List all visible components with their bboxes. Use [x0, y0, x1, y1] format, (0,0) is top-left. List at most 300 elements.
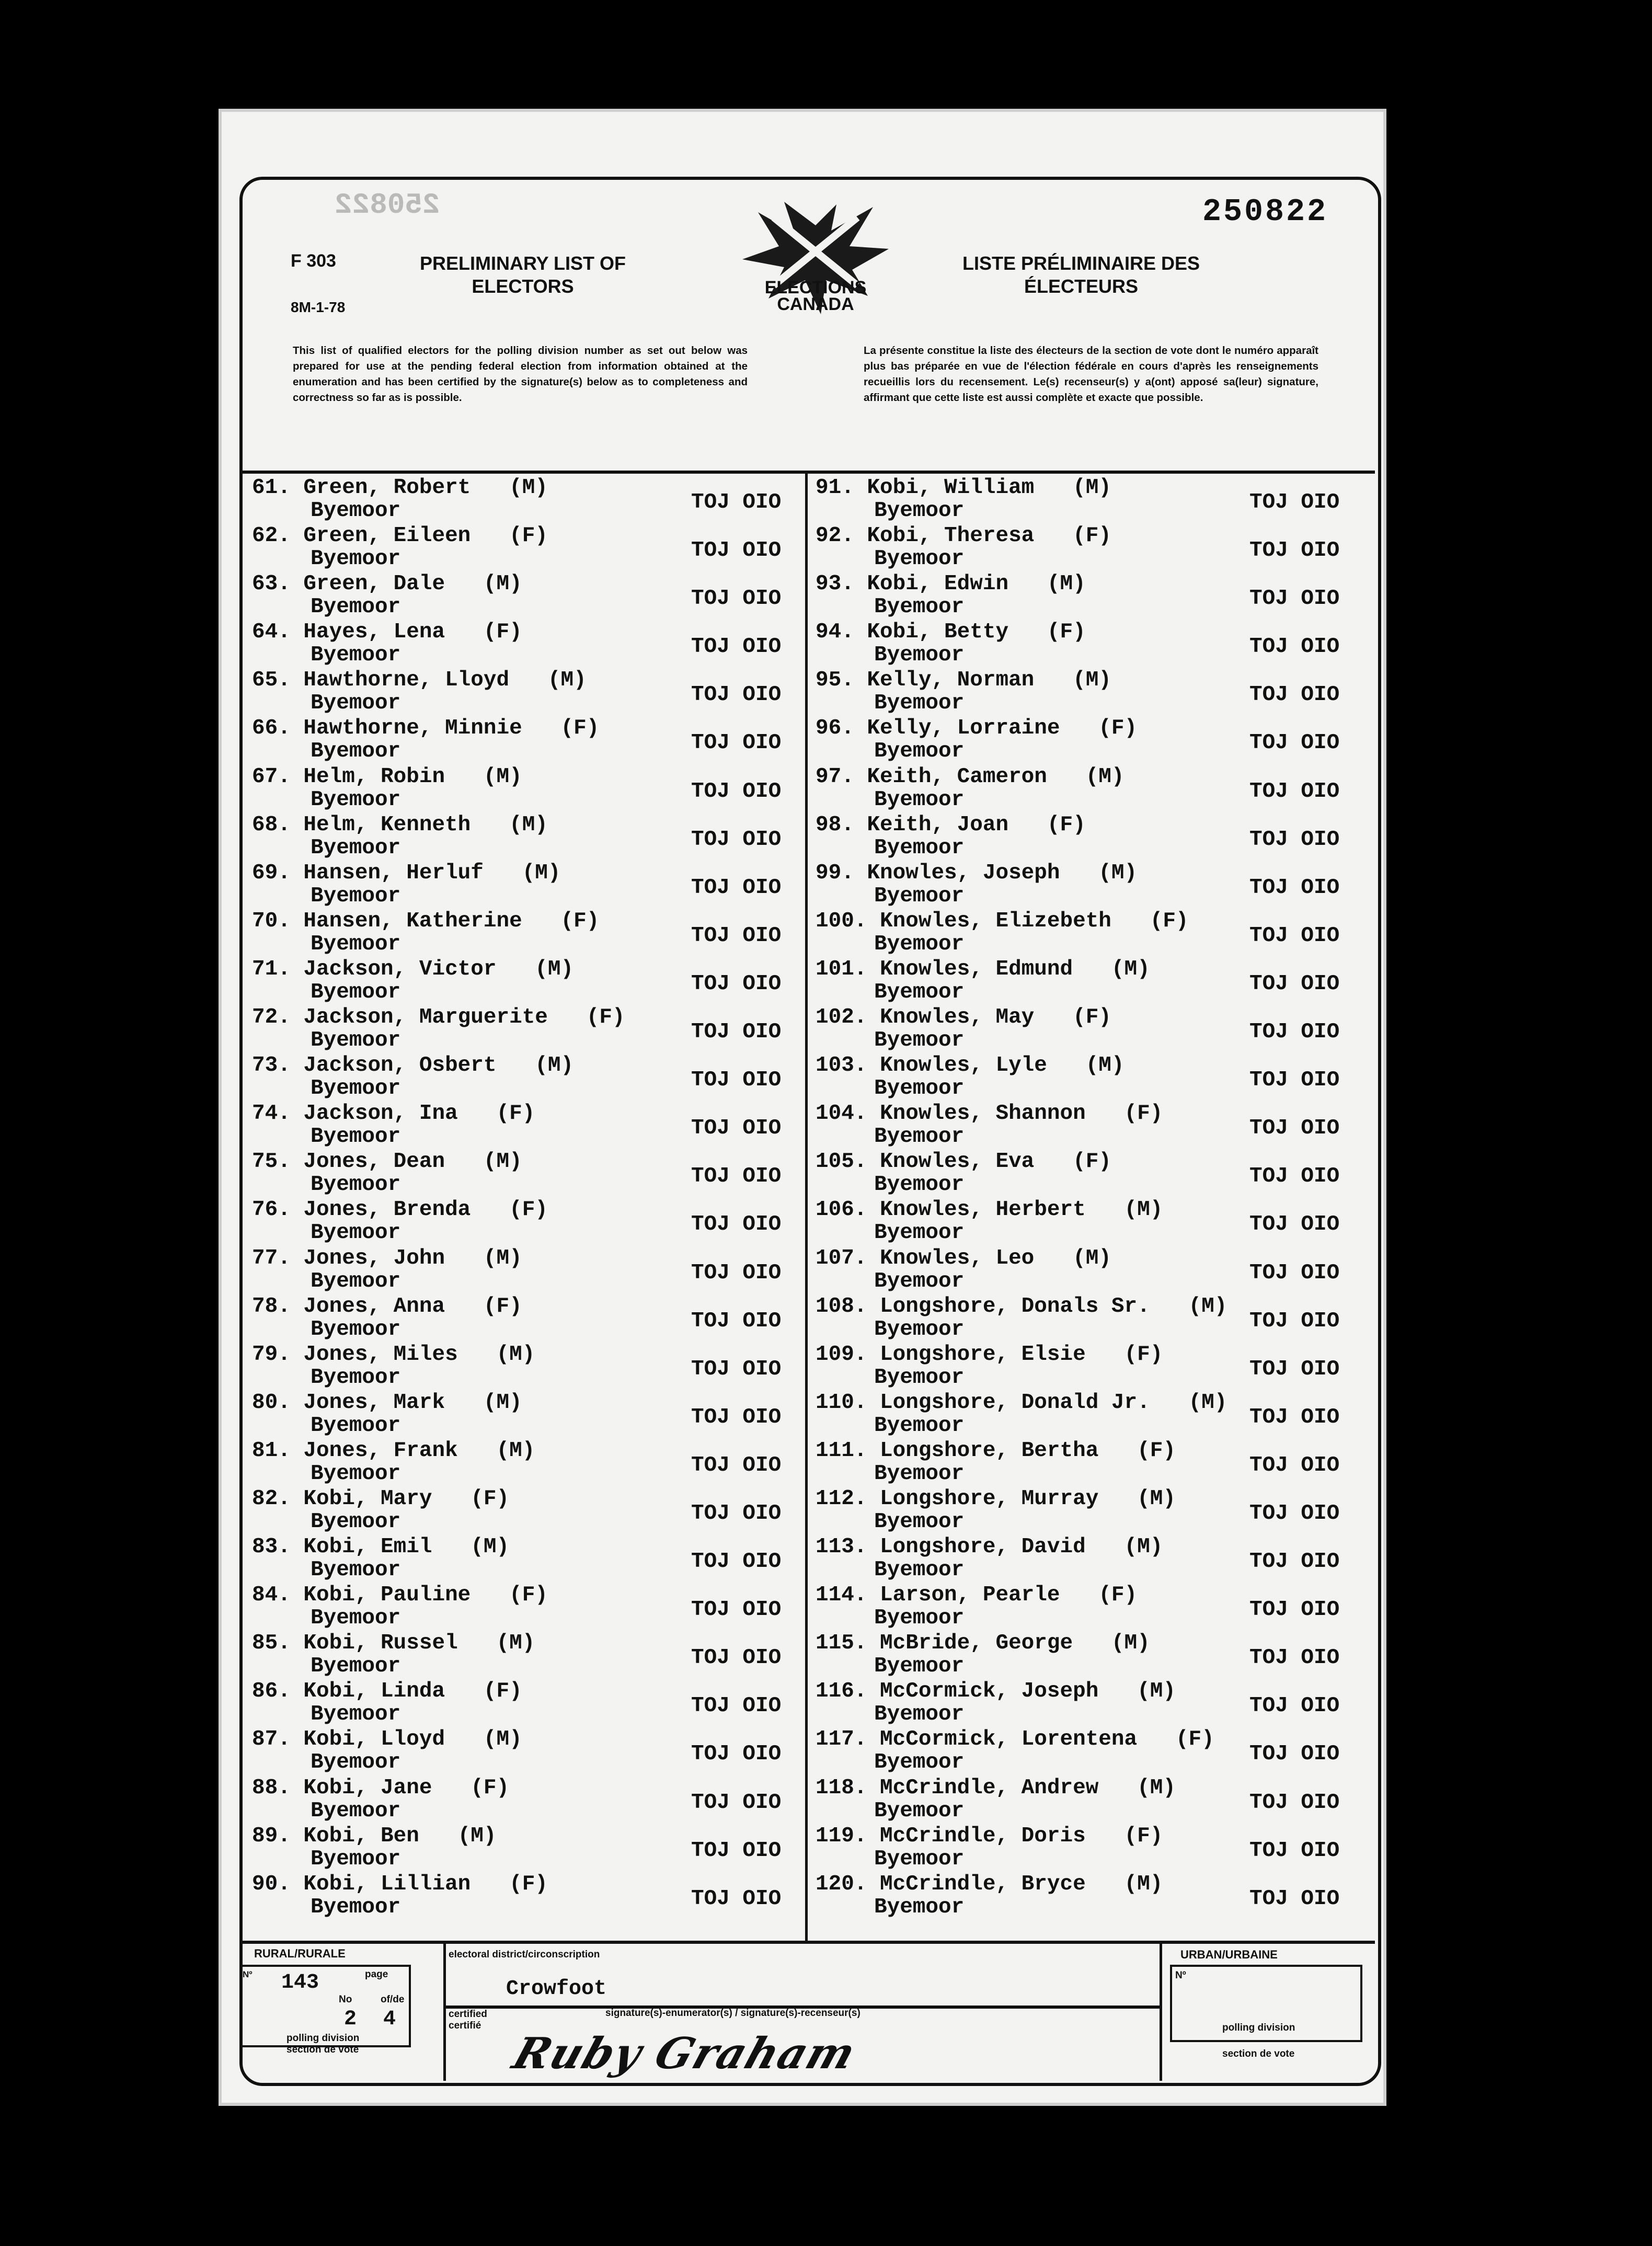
elector-postal-code: TOJ OIO [691, 731, 782, 755]
elector-number: 69. [252, 861, 291, 885]
elector-locality: Byemoor [311, 835, 401, 860]
elector-name: Knowles, Leo [880, 1246, 1035, 1270]
elector-postal-code: TOJ OIO [691, 1694, 782, 1718]
elector-entry [252, 812, 782, 861]
elector-postal-code: TOJ OIO [1249, 1260, 1340, 1285]
elector-entry [252, 1246, 782, 1294]
elector-name-line [816, 1053, 1125, 1078]
elector-entry [252, 861, 782, 909]
elector-number: 106. [816, 1198, 867, 1222]
division-number: 143 [281, 1971, 319, 1995]
elector-locality: Byemoor [311, 643, 401, 668]
elector-name-line [252, 476, 548, 500]
elector-entry [816, 909, 1338, 957]
title-english: PRELIMINARY LIST OF ELECTORS [419, 253, 626, 297]
elector-sex: (M) [483, 1390, 522, 1415]
elector-name-line [252, 1005, 625, 1029]
elector-entry [252, 476, 782, 524]
elector-sex: (F) [509, 1583, 548, 1608]
elector-entry [816, 957, 1338, 1005]
elector-postal-code: TOJ OIO [691, 1886, 782, 1911]
elector-name-line [816, 1150, 1111, 1174]
elector-sex: (M) [1124, 1198, 1163, 1222]
elector-postal-code: TOJ OIO [691, 779, 782, 804]
elector-sex: (F) [471, 1775, 510, 1800]
elector-sex: (M) [471, 1535, 510, 1560]
elector-entry [252, 1631, 782, 1679]
elector-entry [252, 1824, 782, 1872]
elector-postal-code: TOJ OIO [691, 1838, 782, 1863]
elector-name: Jackson, Ina [303, 1102, 458, 1126]
elector-name: Kobi, Theresa [867, 524, 1035, 548]
elector-sex: (F) [1073, 524, 1111, 548]
elector-sex: (M) [1137, 1775, 1176, 1800]
elector-name-line [816, 1343, 1163, 1367]
elector-locality: Byemoor [874, 1317, 965, 1342]
elector-postal-code: TOJ OIO [691, 827, 782, 852]
elector-postal-code: TOJ OIO [691, 1742, 782, 1767]
elector-entry [816, 1872, 1338, 1920]
elector-postal-code: TOJ OIO [691, 1453, 782, 1477]
elector-sex: (M) [535, 957, 574, 981]
elector-number: 64. [252, 620, 291, 645]
elector-sex: (M) [1137, 1679, 1176, 1704]
elector-number: 66. [252, 716, 291, 741]
elector-postal-code: TOJ OIO [691, 1020, 782, 1045]
elector-number: 118. [816, 1775, 867, 1800]
elector-entry [816, 1198, 1338, 1246]
elector-locality: Byemoor [311, 1750, 401, 1775]
elector-entry [816, 476, 1338, 524]
elector-entry [816, 572, 1338, 620]
elector-sex: (M) [483, 1727, 522, 1752]
elector-name: Helm, Robin [303, 764, 445, 789]
elector-sex: (M) [483, 572, 522, 597]
elector-name: Longshore, Bertha [880, 1438, 1099, 1463]
elector-name-line [252, 1872, 548, 1896]
elector-name: Kobi, Lloyd [303, 1727, 445, 1752]
logo-text-canada: CANADA [777, 294, 854, 314]
elector-name-line [252, 1679, 522, 1703]
elector-entry [252, 716, 782, 764]
elector-sex: (M) [1124, 1535, 1163, 1560]
elector-locality: Byemoor [874, 1413, 965, 1438]
elector-name-line [816, 765, 1125, 789]
elector-locality: Byemoor [311, 1173, 401, 1197]
enumerator-signature: Ruby Graham [507, 2029, 863, 2079]
elector-name: Jackson, Marguerite [303, 1005, 548, 1030]
elector-entry [252, 1486, 782, 1535]
elector-name: Keith, Cameron [867, 764, 1047, 789]
elector-locality: Byemoor [874, 739, 965, 764]
elector-locality: Byemoor [874, 595, 965, 620]
elector-locality: Byemoor [874, 1798, 965, 1823]
elector-locality: Byemoor [874, 1558, 965, 1583]
elector-locality: Byemoor [311, 547, 401, 571]
elector-name-line [252, 1053, 573, 1078]
elector-sex: (M) [1111, 1631, 1150, 1656]
elector-name: Knowles, Eva [880, 1150, 1035, 1174]
elector-postal-code: TOJ OIO [1249, 875, 1340, 900]
elector-locality: Byemoor [874, 932, 965, 956]
elector-name-line [252, 1150, 522, 1174]
signature-label: signature(s)-enumerator(s) / signature(s)-recenseur(s) [605, 2008, 861, 2019]
elector-name-line [816, 668, 1111, 692]
elector-sex: (F) [1150, 909, 1189, 933]
elector-sex: (F) [496, 1102, 535, 1126]
elector-number: 117. [816, 1727, 867, 1752]
elector-name-line [816, 1727, 1214, 1751]
elector-name: Knowles, Herbert [880, 1198, 1086, 1222]
elector-number: 72. [252, 1005, 291, 1030]
elector-sex: (F) [509, 524, 548, 548]
elector-name-line [252, 1102, 535, 1126]
form-code: F 303 [291, 251, 336, 271]
elector-name-line [252, 1727, 522, 1751]
elector-number: 91. [816, 476, 854, 500]
elector-name-line [816, 1487, 1176, 1511]
elector-postal-code: TOJ OIO [691, 1357, 782, 1381]
elector-sex: (M) [547, 668, 587, 693]
elector-column-right [816, 476, 1338, 1920]
elector-number: 62. [252, 524, 291, 548]
elector-locality: Byemoor [311, 1558, 401, 1583]
elector-locality: Byemoor [874, 884, 965, 908]
elector-postal-code: TOJ OIO [1249, 731, 1340, 755]
elector-locality: Byemoor [311, 1076, 401, 1101]
elector-name: Jones, John [303, 1246, 445, 1270]
elector-entry [252, 1294, 782, 1343]
elector-number: 107. [816, 1246, 867, 1270]
elector-name-line [816, 1005, 1111, 1029]
elector-entry [252, 1775, 782, 1824]
elector-name: Jackson, Victor [303, 957, 497, 981]
elector-postal-code: TOJ OIO [691, 490, 782, 514]
elector-number: 100. [816, 909, 867, 933]
form-serial-number: 250822 [1202, 194, 1328, 230]
elector-name-line [252, 1631, 535, 1655]
elector-name: Knowles, Shannon [880, 1102, 1086, 1126]
page-number-label: No [339, 1994, 352, 2005]
elector-name-line [252, 716, 599, 740]
elector-sex: (M) [509, 476, 548, 500]
elector-name-line [816, 476, 1111, 500]
elector-postal-code: TOJ OIO [691, 635, 782, 659]
elector-number: 63. [252, 572, 291, 597]
elector-name-line [816, 524, 1111, 548]
elector-sex: (F) [483, 1294, 522, 1319]
elector-number: 71. [252, 957, 291, 981]
elector-sex: (M) [457, 1824, 497, 1848]
elector-name: Kobi, Ben [303, 1824, 419, 1848]
elector-postal-code: TOJ OIO [1249, 1164, 1340, 1189]
elector-name: McBride, George [880, 1631, 1073, 1656]
urban-polling-label-fr: section de vote [1222, 2048, 1295, 2059]
elector-postal-code: TOJ OIO [691, 1212, 782, 1237]
elector-postal-code: TOJ OIO [1249, 1068, 1340, 1093]
elector-sex: (M) [1111, 957, 1150, 981]
elector-locality: Byemoor [311, 787, 401, 812]
elector-name: Hawthorne, Lloyd [303, 668, 510, 693]
elector-number: 120. [816, 1872, 867, 1896]
elector-name: Jones, Anna [303, 1294, 445, 1319]
elector-entry [816, 1535, 1338, 1583]
elector-name: McCormick, Lorentena [880, 1727, 1138, 1752]
elector-locality: Byemoor [311, 1221, 401, 1245]
elector-name-line [252, 1391, 522, 1415]
logo-wordmark [737, 279, 894, 313]
district-label: electoral district/circonscription [449, 1949, 600, 1960]
elector-number: 84. [252, 1583, 291, 1608]
elector-sex: (F) [483, 620, 522, 645]
elector-entry [252, 1872, 782, 1920]
elector-sex: (M) [496, 1342, 535, 1367]
elector-entry [816, 1102, 1338, 1150]
elector-locality: Byemoor [311, 1798, 401, 1823]
elector-sex: (F) [1098, 716, 1138, 741]
elector-name-line [252, 1294, 522, 1319]
elector-name: Kobi, William [867, 476, 1035, 500]
elector-locality: Byemoor [311, 595, 401, 620]
elector-entry [252, 620, 782, 668]
elector-name: Helm, Kenneth [303, 812, 471, 837]
elector-sex: (F) [509, 1872, 548, 1896]
elector-entry [816, 1824, 1338, 1872]
elector-name-line [816, 716, 1137, 740]
elector-locality: Byemoor [874, 1173, 965, 1197]
elector-number: 92. [816, 524, 854, 548]
elector-sex: (F) [483, 1679, 522, 1704]
elector-number: 99. [816, 861, 854, 885]
elector-entry [816, 716, 1338, 764]
elector-postal-code: TOJ OIO [691, 1260, 782, 1285]
elector-name-line [252, 765, 522, 789]
elector-postal-code: TOJ OIO [1249, 1646, 1340, 1670]
elector-postal-code: TOJ OIO [1249, 1020, 1340, 1045]
elector-name-line [816, 861, 1137, 885]
elector-sex: (F) [1175, 1727, 1214, 1752]
elector-name-line [252, 668, 587, 692]
elector-postal-code: TOJ OIO [691, 538, 782, 563]
elector-entry [816, 1631, 1338, 1679]
elector-entry [816, 668, 1338, 716]
polling-division-label-en: polling division [286, 2033, 360, 2044]
elector-number: 65. [252, 668, 291, 693]
elector-entry [252, 764, 782, 813]
elector-postal-code: TOJ OIO [691, 1309, 782, 1333]
elector-name-line [252, 1198, 548, 1222]
elector-postal-code: TOJ OIO [1249, 1838, 1340, 1863]
elector-entry [252, 1102, 782, 1150]
elector-postal-code: TOJ OIO [1249, 1886, 1340, 1911]
elector-name: Longshore, David [880, 1535, 1086, 1560]
elector-number: 114. [816, 1583, 867, 1608]
elector-postal-code: TOJ OIO [1249, 971, 1340, 996]
elector-sex: (M) [1073, 668, 1111, 693]
elector-number: 90. [252, 1872, 291, 1896]
elector-number: 68. [252, 812, 291, 837]
elector-name: Knowles, Edmund [880, 957, 1073, 981]
polling-division-label-fr: section de vote [286, 2044, 359, 2055]
elector-name: Jones, Mark [303, 1390, 445, 1415]
elector-entry [816, 765, 1338, 813]
elector-locality: Byemoor [311, 1606, 401, 1631]
elector-number: 104. [816, 1102, 867, 1126]
elector-entry [816, 861, 1338, 909]
elector-name-line [816, 1102, 1163, 1126]
elector-number: 61. [252, 476, 291, 500]
elector-number: 88. [252, 1775, 291, 1800]
elector-sex: (F) [1047, 620, 1086, 645]
elector-number: 79. [252, 1342, 291, 1367]
elector-entry [816, 524, 1338, 572]
elector-entry [252, 957, 782, 1005]
elector-name-line [252, 1487, 509, 1511]
title-french: LISTE PRÉLIMINAIRE DES ÉLECTEURS [962, 253, 1200, 297]
elector-sex: (M) [1073, 476, 1111, 500]
elector-locality: Byemoor [874, 1028, 965, 1053]
elector-locality: Byemoor [874, 1269, 965, 1293]
elector-locality: Byemoor [311, 1413, 401, 1438]
elector-sex: (M) [1188, 1294, 1227, 1319]
elector-entry [252, 1438, 782, 1487]
elector-entry [816, 1487, 1338, 1535]
elector-postal-code: TOJ OIO [1249, 635, 1340, 659]
elector-number: 98. [816, 812, 854, 837]
elector-name: Longshore, Elsie [880, 1342, 1086, 1367]
elector-locality: Byemoor [311, 1847, 401, 1871]
elector-number: 105. [816, 1150, 867, 1174]
elector-postal-code: TOJ OIO [1249, 1790, 1340, 1815]
footer-separator-2 [1160, 1944, 1162, 2081]
elector-number: 102. [816, 1005, 867, 1030]
elector-locality: Byemoor [874, 980, 965, 1004]
elector-name-line [816, 1535, 1163, 1559]
elector-locality: Byemoor [874, 691, 965, 716]
elector-name-line [816, 1391, 1227, 1415]
elector-name: Longshore, Donals Sr. [880, 1294, 1150, 1319]
elector-name: Longshore, Murray [880, 1486, 1099, 1511]
elector-number: 76. [252, 1198, 291, 1222]
elector-sex: (M) [535, 1053, 574, 1078]
elector-number: 83. [252, 1535, 291, 1560]
urban-label: URBAN/URBAINE [1180, 1948, 1278, 1961]
elector-number: 78. [252, 1294, 291, 1319]
elector-number: 96. [816, 716, 854, 741]
elector-number: 109. [816, 1342, 867, 1367]
column-divider [805, 471, 808, 1942]
elector-locality: Byemoor [874, 1076, 965, 1101]
elector-name: Kobi, Lillian [303, 1872, 471, 1896]
elector-locality: Byemoor [311, 499, 401, 523]
elector-name: Kobi, Jane [303, 1775, 432, 1800]
elector-locality: Byemoor [874, 1702, 965, 1727]
elector-name-line [252, 1776, 509, 1800]
elector-name: Keith, Joan [867, 812, 1009, 837]
elector-name-line [252, 957, 573, 981]
elector-number: 103. [816, 1053, 867, 1078]
elector-name: Knowles, Elizebeth [880, 909, 1111, 933]
elector-postal-code: TOJ OIO [1249, 1357, 1340, 1381]
elector-entry [252, 1679, 782, 1727]
elector-locality: Byemoor [311, 1654, 401, 1679]
logo-text-elections: ELECTIONS [764, 278, 867, 297]
elector-number: 70. [252, 909, 291, 933]
elector-locality: Byemoor [874, 1895, 965, 1919]
elector-postal-code: TOJ OIO [1249, 587, 1340, 611]
elector-entry [816, 813, 1338, 861]
elector-entry [816, 1391, 1338, 1439]
elector-number: 119. [816, 1824, 867, 1848]
elector-sex: (F) [1047, 812, 1086, 837]
elector-postal-code: TOJ OIO [691, 1790, 782, 1815]
elector-locality: Byemoor [311, 1125, 401, 1149]
elector-name-line [252, 1824, 496, 1848]
elector-entry [252, 524, 782, 572]
elector-name-line [252, 1343, 535, 1367]
elector-name: McCormick, Joseph [880, 1679, 1099, 1704]
elector-name-line [816, 1872, 1163, 1896]
elector-number: 67. [252, 764, 291, 789]
elector-entry [816, 1150, 1338, 1198]
elector-number: 94. [816, 620, 854, 645]
elector-name-line [252, 813, 548, 837]
elector-entry [252, 1198, 782, 1246]
elector-sex: (M) [483, 1150, 522, 1174]
elector-name: Knowles, May [880, 1005, 1035, 1030]
elector-entry [816, 1294, 1338, 1343]
page-label: page [365, 1969, 388, 1980]
of-label: of/de [381, 1994, 405, 2005]
elector-number: 97. [816, 764, 854, 789]
elector-postal-code: TOJ OIO [1249, 1309, 1340, 1333]
elector-postal-code: TOJ OIO [1249, 1405, 1340, 1429]
elector-name-line [816, 909, 1189, 933]
elector-name-line [252, 1246, 522, 1270]
elector-postal-code: TOJ OIO [691, 1598, 782, 1622]
bleed-through-serial: 250822 [335, 188, 440, 222]
elector-name: Green, Dale [303, 572, 445, 597]
elector-number: 81. [252, 1438, 291, 1463]
elector-name-line [252, 524, 548, 548]
elector-locality: Byemoor [874, 1221, 965, 1245]
elector-sex: (M) [483, 1246, 522, 1270]
elector-name: Hayes, Lena [303, 620, 445, 645]
elector-locality: Byemoor [874, 787, 965, 812]
elector-sex: (F) [1073, 1005, 1111, 1030]
elector-name-line [816, 1679, 1176, 1703]
elector-entry [816, 1583, 1338, 1631]
elector-locality: Byemoor [874, 1750, 965, 1775]
elector-number: 86. [252, 1679, 291, 1704]
elector-locality: Byemoor [874, 835, 965, 860]
footer-separator-1 [443, 1944, 446, 2081]
elector-locality: Byemoor [311, 1509, 401, 1534]
elector-entry [252, 1053, 782, 1102]
elector-locality: Byemoor [311, 932, 401, 956]
elector-name-line [252, 1439, 535, 1463]
elector-locality: Byemoor [874, 1606, 965, 1631]
elector-entry [816, 1246, 1338, 1294]
elector-postal-code: TOJ OIO [1249, 1598, 1340, 1622]
elector-postal-code: TOJ OIO [691, 875, 782, 900]
elector-postal-code: TOJ OIO [691, 1646, 782, 1670]
elector-name: Knowles, Lyle [880, 1053, 1047, 1078]
elector-entry [252, 1342, 782, 1391]
elector-name-line [252, 1535, 509, 1559]
elector-name: McCrindle, Doris [880, 1824, 1086, 1848]
elector-entry [816, 1679, 1338, 1727]
